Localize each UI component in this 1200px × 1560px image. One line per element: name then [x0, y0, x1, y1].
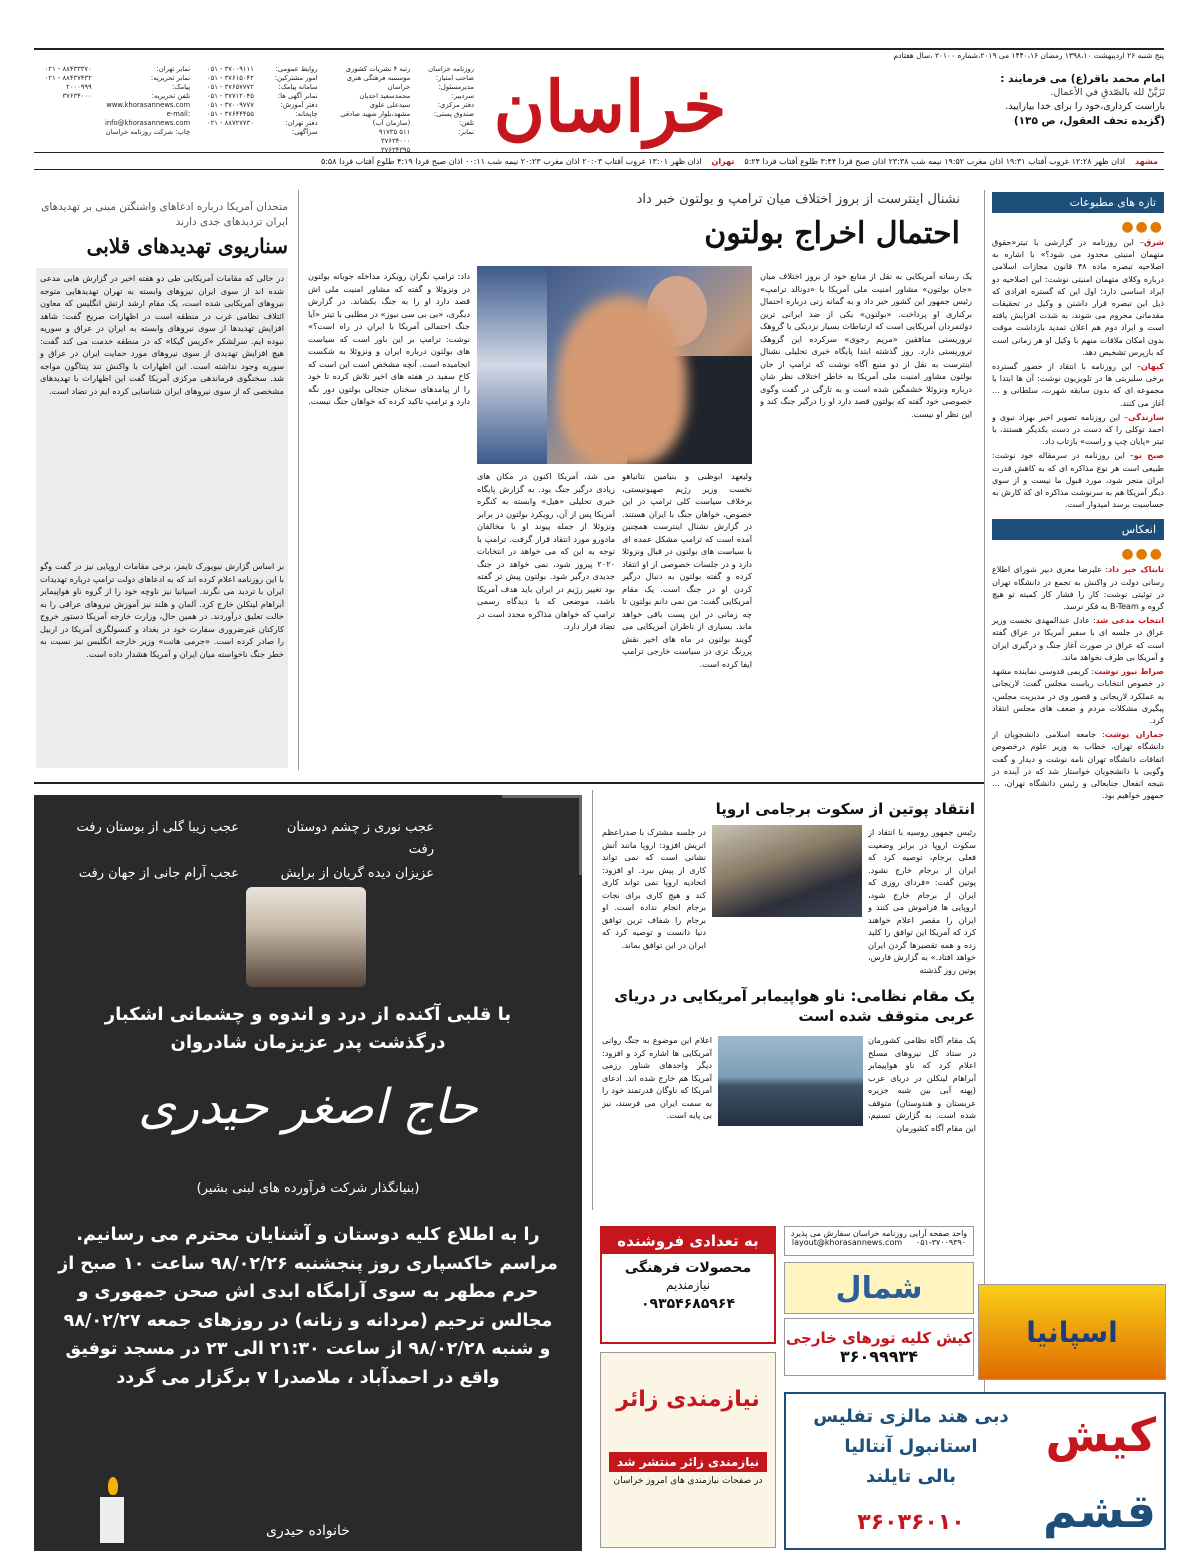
side-kicker: متحدان آمریکا درباره ادعاهای واشنگتن مبنی بر تهدیدهای ایران تردیدهای جدی دارند	[41, 201, 288, 228]
putin-column: در جلسه مشترک با صدراعظم اتریش افزود: اروپا مانند آتش نشانی است که نمی تواند کاری از پیش ببرد. او افزود: اتحادیه اروپا نمی تواند کاری کند و هیچ کاری برای نجات برجام انجام نداده است. او برجام را شفاف ترین توافق دنیا دانست و توصیه کرد که ایران در این توافق بماند.	[602, 827, 706, 950]
quote-ref: (گزیده تحف العقول، ص ۱۳۵)	[1013, 115, 1165, 127]
reflect-heading: انعکاس	[992, 519, 1164, 540]
reflect-source: صراط نیوز نوشت	[1094, 667, 1165, 677]
obit-notice: را به اطلاع کلیه دوستان و آشنایان محترم می رسانیم. مراسم خاکسپاری روز پنجشنبه ۹۸/۰۲/۲۶ ساعت ۱۰ صبح از حرم مطهر به سوی آرامگاه ابدی اش صحن جمهوری و مجالس ترحیم (مردانه و زنانه) در روزهای جمعه ۹۸/۰۲/۲۷ و شنبه ۹۸/۰۲/۲۸ از ساعت ۲۱:۳۰ الی ۲۳ در مسجد توفیق واقع در احمدآباد ، ملاصدرا ۷ برگزار می گردد	[58, 1225, 558, 1388]
prayer-times-bar	[34, 152, 1164, 170]
obituary-ad	[34, 795, 582, 1551]
tour-line: استانبول آنتالیا	[844, 1436, 978, 1457]
press-source: کیهان	[1140, 362, 1164, 372]
kish-ad-phone: ۳۶۰۹۹۹۳۴	[839, 1346, 919, 1366]
reflect-item	[992, 729, 1164, 802]
logo-text: خراسان	[493, 64, 727, 148]
lead-column: یک رسانه آمریکایی به نقل از منابع خود از بروز اختلاف میان «جان بولتون» مشاور امنیت ملی آمریکا با «دونالد ترامپ» رئیس جمهور این کشور خبر داد و به گمانه زنی درباره احتمال برکناری او پرداخت. «بولتون» یکی از ضد ایرانی ترین دولتمردان آمریکایی است که ارتباطات بسیار نزدیکی با گروهک تروریستی منافقین «مریم رجوی» سرکرده این گروهک تروریستی دارد. روز گذشته ابتدا پایگاه خبری تحلیلی نشنال اینترست به نقل از دو منبع آگاه نوشت که ترامپ از جان بولتون مشاور امنیت ملی آمریکا به خاطر اختلاف نظر شان درباره ونزوئلا خشمگین شده است و به تازگی در گفت وگوی خصوصی خود گفته که بولتون قصد دارد او را درگیر جنگ کند و این نظر او نیست.	[760, 271, 972, 419]
masthead-logo	[490, 60, 730, 152]
seller-ad-phone: ۰۹۳۵۴۶۸۵۹۶۴	[641, 1296, 735, 1312]
layout-ad-mail: layout@khorasannews.com	[791, 1238, 903, 1247]
seller-ad-title: به تعدادی فروشنده	[602, 1228, 774, 1254]
flag-shape	[477, 266, 547, 464]
tour-ad	[784, 1392, 1166, 1550]
quote-persian: باراست کرداری،خود را برای خدا بیارایید.	[1005, 101, 1165, 112]
reflect-text: : عادل عبدالمهدی نخست وزیر عراق در جلسه ای با سفیر آمریکا در عراق گفته است که عراق در صورت آغاز جنگ و درگیری ایران و آمریکا بی طرف نخواهد ماند.	[992, 616, 1164, 662]
nazer-ad-title: نیازمندی زائر منتشر شد	[609, 1452, 767, 1472]
seller-ad-sub: محصولات فرهنگی	[624, 1260, 752, 1276]
press-item	[992, 450, 1164, 511]
reflect-source: تابناک خبر داد	[1108, 565, 1164, 575]
right-sidebar	[992, 192, 1164, 804]
tour-ad-big2: قشم	[1042, 1484, 1156, 1538]
press-text: – این روزنامه با انتقاد از حضور گسترده برخی سلبریتی ها در تلویزیون نوشت: آن ها ابتدا با مجموعه ای که بدون سابقه شهرت، سلطانی و ... آغاز می کنند.	[992, 362, 1164, 408]
carrier-photo	[718, 1036, 863, 1126]
press-heading: تازه های مطبوعات	[992, 192, 1164, 213]
tour-line: بالی تایلند	[865, 1466, 957, 1487]
shomal-ad-logo: شمال	[835, 1270, 923, 1306]
dots-icon: ●●●	[1121, 219, 1164, 235]
credits-col: ۸۸۴۳۳۳۷۰ - ۰۲۱ ۸۸۴۳۷۴۳۲ - ۰۲۱ ۲۰۰۰۹۹۹ ۳۷۶۳۴۰۰۰	[44, 65, 92, 100]
credits-col: رتبه ۴ نشریات کشوری موسسه فرهنگی هنری خراسان محمدسعید احدیان سیدعلی علوی مشهد،بلوار شهید صادقی (سازمان آب) ۵۱۱ ۹۱۷۳۵ ۳۷۶۳۴۰۰۰ ۳۷۶۳۴۳۹۵	[340, 65, 411, 154]
city-tehran: تهران	[711, 156, 735, 166]
obit-line: درگذشت پدر عزیزمان شادروان	[170, 1032, 446, 1053]
nazer-ad	[600, 1352, 776, 1548]
press-source: صبح نو	[1133, 451, 1164, 461]
tour-ad-big: کیش	[1045, 1408, 1156, 1462]
city-mashhad: مشهد	[1135, 156, 1158, 166]
reflect-item	[992, 666, 1164, 727]
credits-box	[34, 65, 474, 154]
press-text: – این روزنامه تصویر اخیر بهزاد نبوی و احمد توکلی را که دست در دست بکدیگر هستند، با تیتر «پایان چپ و راست» بازتاب داد.	[992, 412, 1164, 447]
mashhad-times: اذان ظهر ۱۲:۲۸ غروب آفتاب ۱۹:۳۱ اذان مغرب ۱۹:۵۲ نیمه شب ۲۳:۳۸ اذان صبح فردا ۳:۴۴ طلوع آفتاب فردا ۵:۲۴	[744, 156, 1125, 166]
tour-line: دبی هند مالزی تفلیس	[813, 1406, 1009, 1427]
reflect-text: : علیرضا معزی دبیر شورای اطلاع رسانی دولت در واکنش به تجمع در دانشگاه تهران در توئیتی نوشت: کار را فشار کار کمیته تو هیچ گروه و B-Team به فکر نرسد.	[992, 565, 1164, 612]
column-divider	[298, 190, 299, 770]
press-item	[992, 412, 1164, 449]
imam-quote	[830, 72, 1165, 128]
reflect-source: جماران نوشت	[1104, 730, 1164, 740]
lead-column: ولیعهد ابوظبی و بنیامین نتانیاهو نخست وزیر رژیم صهیونیستی، برخلاف سیاست کلی ترامپ در این خصوص، خواهان جنگ با ایران هستند. در گزارش نشنال اینترست همچنین آمده است که ترامپ مشکل عمده ای با سیاست های بولتون در قبال ونزوئلا دارد و در جلسات خصوصی از او انتقاد کرده و گفته بولتون به دنبال درگیر کردن او در جنگ است. یک مقام آمریکایی گفت: من نمی دانم بولتون تا چه زمانی در این پست باقی خواهد ماند. بسیاری از ناظران آمریکایی می گویند بولتون در ماه های اخیر نقش پررنگ تری در سیاست خارجی ترامپ ایفا کرده است.	[622, 471, 752, 669]
side-column: بر اساس گزارش نیویورک تایمز، برخی مقامات اروپایی نیز در گفت وگو با این روزنامه اعلام کرده اند که به ادعاهای دولت ترامپ درباره تهدیدات ایران با تردید می نگرند. اسپانیا نیز ناوچه خود را از گروه ناو هواپیمابر آبراهام لینکلن خارج کرد. آلمان و هلند نیز آموزش نیروهای عراقی را به حالت تعلیق درآوردند. در همین حال، وزارت خارجه آمریکا دستور خروج کارکنان غیرضروری سفارت خود در بغداد و کنسولگری آمریکا در اربیل را صادر کرده است. «جرمی هانت» وزیر خارجه انگلیس نیز نسبت به خطر جنگ ناخواسته میان ایران و آمریکا هشدار داده است.	[40, 561, 284, 659]
reflect-item	[992, 564, 1164, 613]
quote-title: امام محمد باقر(ع) می فرمایند :	[1000, 73, 1165, 85]
lead-kicker: نشنال اینترست از بروز اختلاف میان ترامپ و بولتون خبر داد	[636, 192, 960, 207]
layout-ad-text: واحد صفحه آرایی روزنامه خراسان سفارش می پذیرد	[790, 1229, 968, 1238]
carrier-column: اعلام این موضوع به جنگ روانی آمریکایی ها اشاره کرد و افزود: دیگر واحدهای شناور رزمی آمریکا هم خارج شده اند. ادعای آمریکا که ناوگان قدرتمند خود را به سمت ایران می فرستد، نیز بی پایه است.	[602, 1035, 712, 1120]
obit-family: خانواده حیدری	[266, 1523, 350, 1539]
putin-photo	[712, 825, 862, 917]
shomal-ad	[784, 1262, 974, 1314]
press-item	[992, 361, 1164, 410]
press-text: – این روزنامه در گزارشی با تیتر«حقوق متهمان امنیتی محدود می شود؟» با اشاره به اصلاحیه تبصره ماده ۴۸ قانون مجازات اسلامی درباره وکلای متهمان امنیتی نوشت: این اصلاحیه دو ایراد اساسی دارد؛ اول این که گستره افرادی که ذیل این تبصره قرار داشتن و وکیل در تحقیقات مقدماتی محروم می شوند، به شدت افزایش یافته است و ایراد دوم هم اعلان تمدید بازداشت موقت بدون امکان ملاقات منهم با وکیل او هر زمانی است که بازپرس تشخیص دهد.	[992, 238, 1164, 357]
dots-icon: ●●●	[1121, 546, 1164, 563]
putin-column: رئیس جمهور روسیه با انتقاد از سکوت اروپا در برابر وضعیت فعلی برجام، توصیه کرد که ایران از برجام خارج نشود. پوتین گفت: «فردای روزی که ایران از برجام خارج شود، اروپایی ها فراموش می کنند و ایران را مقصر اعلام خواهند کرد که آمریکا این توافق را کلید زده و همه تقصیرها گردن ایران خواهد افتاد.» به گزارش فارس، پوتین روز گذشته	[868, 827, 976, 975]
side-column: در حالی که مقامات آمریکایی طی دو هفته اخیر در گزارش هایی مدعی شده اند از سوی ایران نیروهای وابسته به تهران تهدیدهایی متوجه نیروهای آمریکایی شده است، یک مقام ارشد ارتش انگلیس که معاون ائتلاف نظامی غرب در منطقه است در اظهارات صریح گفت: شاهد افزایش تهدیدها از سوی نیروهای وابسته به ایران در عراق و سوریه نبوده ایم. سرلشکر «کریس گیکا» که در منطقه خدمت می کند گفت: هیچ افزایش تهدیدی از سوی نیروهای مورد حمایت ایران در عراق و سوریه وجود نداشته است. این اظهارات با واکنش تند پنتاگون مواجه شد. سخنگوی فرماندهی مرکزی آمریکا گفت این اظهارات با تهدیدهای مشخصی که از سوی نیروهای ایران شناسایی کرده ایم در تضاد است.	[40, 273, 284, 396]
lead-column: داد: ترامپ نگران رویکرد مداخله جویانه بولتون در ونزوئلا و گفته که مشاور امنیت ملی اش قصد دارد او را به جنگ بکشاند. در گزارش دیگری، «بی بی سی نیوز» در مطلبی با تیتر «آیا جنگ احتمالی آمریکا با ایران در راه است؟» نوشت: ترامپ بر این باور است که سیاست های بولتون درباره ایران و ونزوئلا به شکست انجامیده است. آنچه مشخص است این است که کاخ سفید در هفته های اخیر تلاش کرده تا خود را از پیامدهای سخنان جنجالی بولتون دور نگه دارد و ترامپ تاکید کرده که خواهان جنگ نیست.	[308, 271, 470, 406]
reflect-source: انتخاب مدعی شد	[1095, 616, 1165, 626]
nazer-ad-logo: نیازمندی زائر	[616, 1387, 760, 1412]
kish-ad	[784, 1318, 974, 1376]
credits-col: ۳۷۰۰۹۱۱۱ - ۰۵۱ ۳۷۶۱۵۰۴۲ - ۰۵۱ ۳۷۶۵۷۷۷۲ - ۰۵۱ ۳۷۷۱۲۰۴۵ - ۰۵۱ ۳۷۰۰۹۷۷۷ - ۰۵۱ ۳۷۶۴۴۴۵۵ - ۰۵۱ ۸۸۷۲۷۷۳۰ - ۰۲۱	[206, 65, 254, 127]
press-text: – این روزنامه در سرمقاله خود نوشت: طبیعی است هر نوع مذاکره ای که به کاهش قدرت ایران منجر شود، مورد قبول ما نیست و از سوی دیگر آمریکا هم به سرنوشت مذاکره ای که کارش به حساسیت برسد امیدوار است.	[992, 451, 1164, 510]
column-divider	[592, 790, 593, 1210]
deceased-role: (بنیانگذار شرکت فرآورده های لبنی بشیر)	[196, 1181, 420, 1196]
face-shape-blurred	[557, 296, 687, 464]
couplet: عجب آرام جانی از جهان رفت	[78, 866, 239, 881]
nazer-ad-sub: در صفحات نیازمندی های امروز خراسان	[613, 1476, 763, 1486]
espania-ad-logo: اسپانیا	[1026, 1315, 1118, 1349]
corner-ornament	[502, 795, 582, 875]
side-story-head	[36, 200, 288, 258]
lead-column: می شد، آمریکا اکنون در مکان های زیادی درگیر جنگ بود. به گزارش پایگاه خبری تحلیلی «هیل» وابسته به کنگره آمریکا پس از آن، رویکرد بولتون در برابر ونزوئلا از جمله پیوند او با مخالفان مادورو مورد انتقاد قرار گرفت. ترامپ با توجه به این که می خواهد در انتخابات ۲۰۲۰ پیروز شود، نمی خواهد در جنگ جدیدی درگیر شود. بولتون پیش تر گفته بود تغییر رژیم در ایران باید هدف آمریکا باشد، موضعی که با دیدگاه رسمی ترامپ که خواهان مذاکره مجدد است در تضاد قرار دارد.	[477, 471, 615, 631]
section-rule	[34, 782, 984, 784]
credits-col: نمابر تهران: نمابر تحریریه: پیامک: تلفن تحریریه: www.khorasannews.com e-mail: info@khorasannews.com چاپ: شرکت روزنامه خراسان	[104, 65, 191, 136]
tehran-times: اذان ظهر ۱۳:۰۱ غروب آفتاب ۲۰:۰۳ اذان مغرب ۲۰:۲۳ نیمه شب ۰۰:۱۱ اذان صبح فردا ۴:۱۹ طلوع آفتاب فردا ۵:۵۸	[320, 156, 702, 166]
obit-line: با قلبی آکنده از درد و اندوه و چشمانی اشکبار	[104, 1004, 512, 1025]
portrait-photo	[246, 887, 366, 987]
side-title: سناریوی تهدیدهای قلابی	[86, 234, 288, 258]
press-source: شرق	[1144, 238, 1164, 247]
tour-ad-phone: ۳۶۰۳۶۰۱۰	[857, 1510, 965, 1535]
obit-couplets	[74, 817, 434, 885]
couplet: عجب زیبا گلی از بوستان رفت	[76, 820, 239, 835]
reflect-text: : کریمی قدوسی نماینده مشهد در خصوص انتخابات ریاست مجلس گفت: لاریجانی به عملکرد لاریجانی و قصور وی در مدیریت مجلس، پیگیری مشکلات مردم و ضعف های مجلس انتقاد کرد.	[992, 667, 1164, 725]
lead-photo	[477, 266, 752, 464]
top-date-bar: پنج شنبه ۲۶ اردیبهشت ۱۳۹۸،۱۰ رمضان ۱۴۴۰،۱۶ می ۲۰۱۹،شماره ۲۰۱۰۰ ،سال هفتادم	[34, 48, 1164, 60]
espania-ad	[978, 1284, 1166, 1380]
couplet: عجب نوری ز چشم دوستان رفت	[286, 820, 434, 857]
kish-ad-text: کیش کلیه تورهای خارجی	[785, 1328, 973, 1347]
seller-ad-need: نیازمندیم	[665, 1278, 711, 1292]
carrier-title: یک مقام نظامی: ناو هواپیمابر آمریکایی در دریای عربی متوقف شده است	[614, 987, 975, 1025]
obit-message	[54, 1001, 562, 1057]
layout-ad	[784, 1226, 974, 1256]
press-source: سازندگی	[1128, 412, 1164, 422]
credits-col: روزنامه خراسان صاحب امتیاز: مدیرمسئول: سردبیر: دفتر مرکزی: صندوق پستی: تلفن: نمابر:	[428, 65, 474, 136]
seller-ad	[600, 1226, 776, 1344]
quote-arabic: تَزَيَّنْ لله بالصّدقِ في الأعمال.	[1050, 87, 1165, 98]
layout-ad-phone: ۰۵۱-۳۷۰۰۹۳۹۰	[915, 1238, 967, 1247]
reflect-item	[992, 615, 1164, 664]
credits-col: روابط عمومی: امور مشترکین: سامانه پیامک: نمابر آگهی ها: دفتر آموزش: چاپخانه: دفتر تهران: سرآگهی:	[274, 65, 318, 136]
tour-ad-lines	[806, 1402, 1016, 1492]
carrier-column: یک مقام آگاه نظامی کشورمان در ستاد کل نیروهای مسلح اعلام کرد که ناو هواپیمابر آبراهام لینکلن در دریای عرب (پهنه آبی بین شبه جزیره عربستان و هندوستان) متوقف شده است. به گزارش تسنیم، این مقام آگاه کشورمان	[868, 1035, 976, 1133]
couplet: عزیزان دیده گریان از برایش	[280, 866, 434, 881]
putin-title: انتقاد پوتین از سکوت برجامی اروپا	[715, 800, 975, 818]
press-item	[992, 237, 1164, 359]
deceased-name: حاج اصغر حیدری	[138, 1079, 478, 1135]
lead-title: احتمال اخراج بولتون	[704, 216, 960, 251]
reflect-text: : جامعه اسلامی دانشجویان از دانشگاه تهران، خطاب به وزیر علوم درخصوص اتفاقات دانشگاه تهران نامه نوشت و دیدار و گفت وگویی با دانشجویان خواستار شد که در آینده در نتیجه انفعال جنابعالی و رئیس دانشگاه تهران، ... جمهور خواهیم بود.	[992, 730, 1164, 801]
